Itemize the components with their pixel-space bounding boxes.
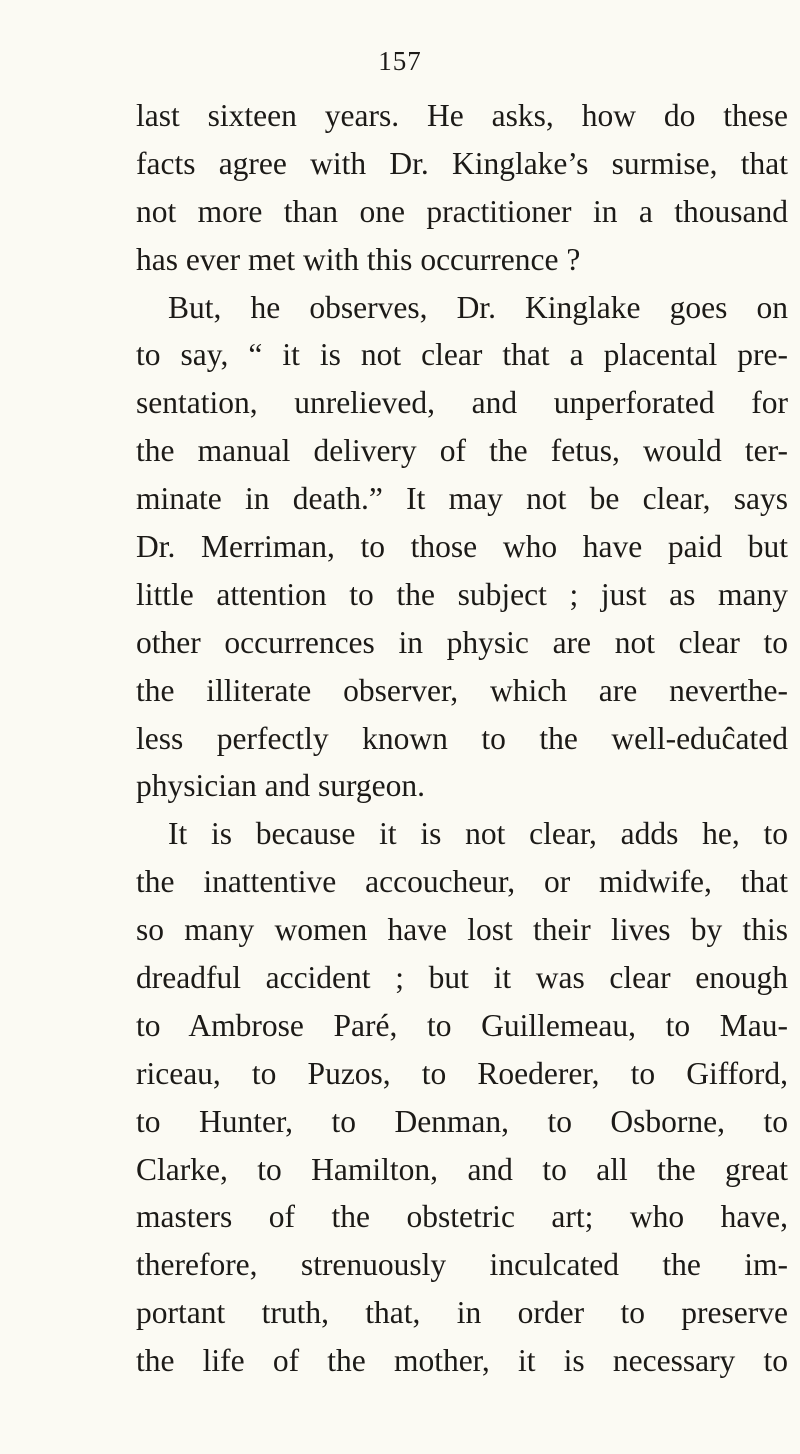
text-line: to say, “ it is not clear that a placental pre-: [136, 337, 788, 373]
text-line: less perfectly known to the well-eduĉated: [136, 720, 788, 756]
text-line: not more than one practitioner in a thousand: [136, 193, 788, 229]
text-line: the inattentive accoucheur, or midwife, that: [136, 864, 788, 900]
text-line: riceau, to Puzos, to Roederer, to Gifford,: [136, 1055, 788, 1091]
text-line: has ever met with this occurrence ?: [136, 241, 581, 277]
text-line: physician and surgeon.: [136, 768, 425, 804]
text-line: the illiterate observer, which are neverthe-: [136, 672, 788, 708]
text-line: to Ambrose Paré, to Guillemeau, to Mau-: [136, 1007, 788, 1043]
text-line: minate in death.” It may not be clear, says: [136, 481, 788, 517]
text-line: dreadful accident ; but it was clear enough: [136, 960, 788, 996]
text-line: masters of the obstetric art; who have,: [136, 1199, 788, 1235]
text-line: facts agree with Dr. Kinglake’s surmise, that: [136, 145, 788, 181]
text-line: Clarke, to Hamilton, and to all the great: [136, 1151, 788, 1187]
text-line: Dr. Merriman, to those who have paid but: [136, 529, 788, 565]
text-line: other occurrences in physic are not clear to: [136, 624, 788, 660]
text-line: portant truth, that, in order to preserve: [136, 1295, 788, 1331]
text-line: the life of the mother, it is necessary to: [136, 1343, 788, 1379]
body-text: [136, 92, 788, 1385]
text-line: sentation, unrelieved, and unperforated for: [136, 385, 788, 421]
text-line: last sixteen years. He asks, how do these: [136, 98, 788, 133]
text-line: little attention to the subject ; just as many: [136, 576, 788, 612]
page-number: 157: [378, 46, 422, 76]
text-line: to Hunter, to Denman, to Osborne, to: [136, 1103, 788, 1139]
text-line: therefore, strenuously inculcated the im-: [136, 1247, 788, 1283]
text-line: so many women have lost their lives by this: [136, 912, 788, 948]
text-line: But, he observes, Dr. Kinglake goes on: [168, 289, 788, 325]
text-line: It is because it is not clear, adds he, to: [168, 816, 788, 852]
text-line: the manual delivery of the fetus, would ter-: [136, 433, 788, 469]
